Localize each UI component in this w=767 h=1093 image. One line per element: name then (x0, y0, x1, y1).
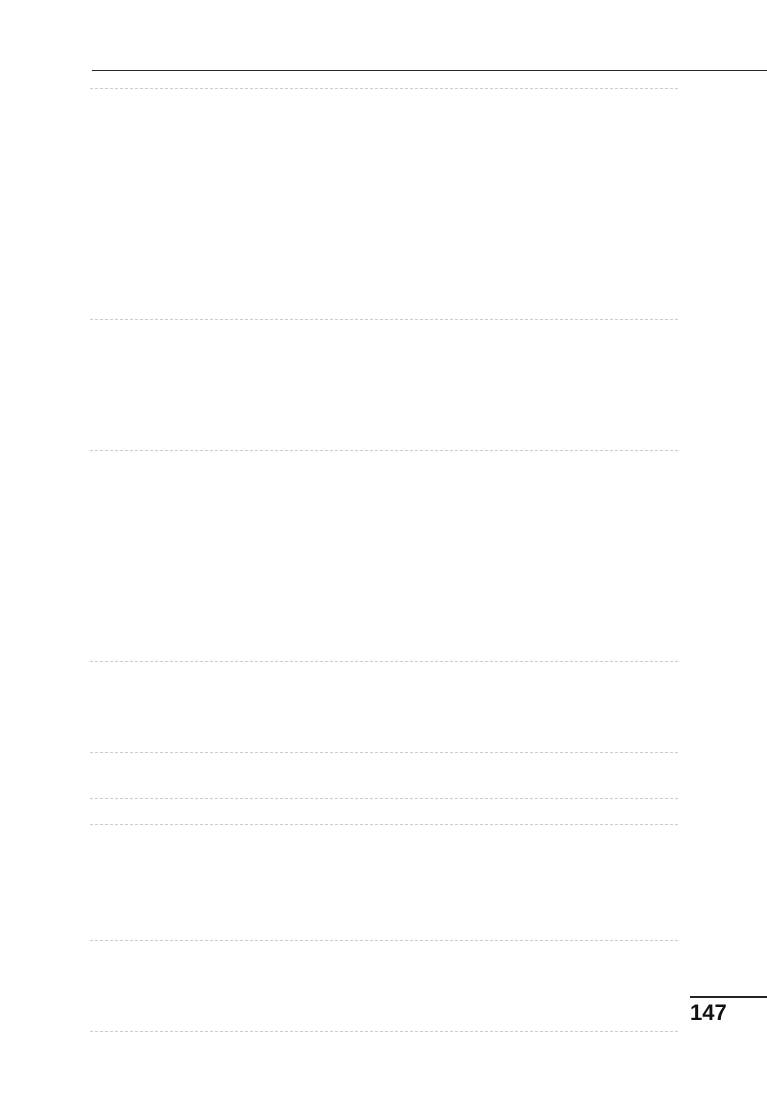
paragraph-8 (90, 940, 678, 1031)
paragraph-4 (90, 661, 678, 752)
paragraph-3 (90, 450, 678, 661)
paragraph-9 (90, 1031, 678, 1037)
magazine-masthead (700, 870, 728, 980)
paragraph-5 (90, 752, 678, 798)
paragraph-2 (90, 319, 678, 450)
page-number: 147 (690, 1000, 727, 1025)
paragraph-1 (90, 88, 678, 319)
article-body (90, 88, 678, 1028)
paragraph-7 (90, 824, 678, 940)
top-rule (92, 70, 767, 71)
paragraph-6 (90, 798, 678, 824)
bottom-rule (690, 996, 767, 998)
